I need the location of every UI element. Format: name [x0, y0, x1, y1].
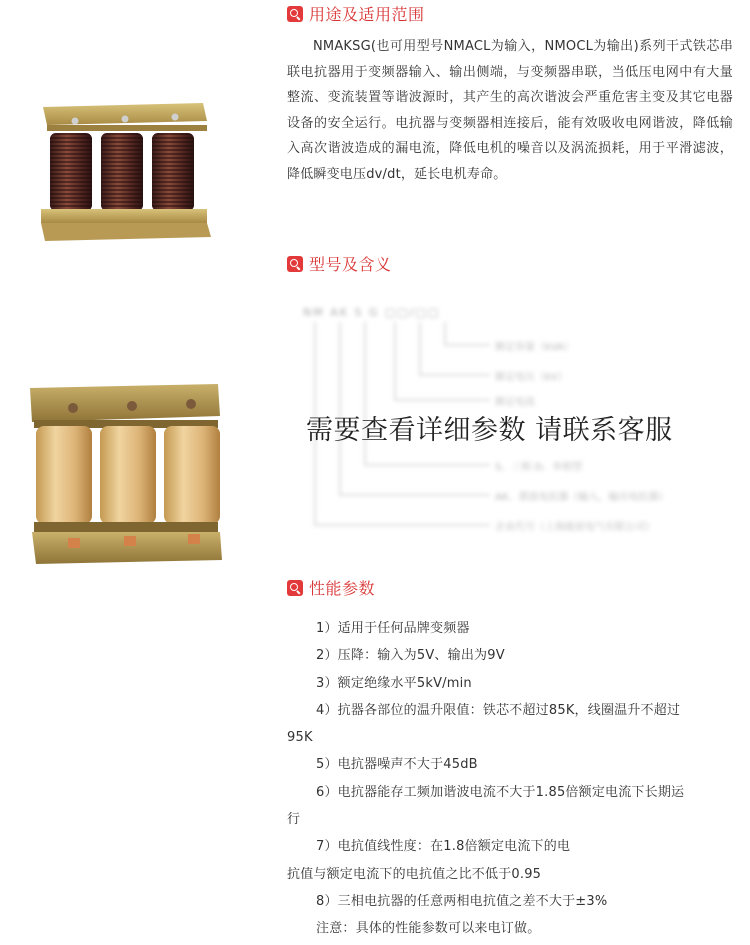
diagram-item: 额定电流: [495, 397, 535, 408]
section-title-model: 型号及含义: [309, 255, 392, 274]
performance-item: 2）压降：输入为5V、输出为9V: [316, 648, 505, 664]
diagram-item: 企业代号（上海能原电气有限公司）: [495, 522, 655, 533]
section-heading-usage: [287, 2, 425, 25]
performance-item-continuation: 95K: [287, 730, 313, 746]
section-heading-performance: [287, 576, 375, 599]
search-icon: [287, 6, 303, 22]
performance-item-continuation: 行: [287, 812, 301, 828]
performance-item: 6）电抗器能存工频加谐波电流不大于1.85倍额定电流下长期运: [316, 784, 685, 800]
search-icon: [287, 256, 303, 272]
contact-notice: 需要查看详细参数 请联系客服: [306, 415, 673, 446]
performance-item: 4）抗器各部位的温升限值：铁芯不超过85K，线圈温升不超过: [316, 702, 681, 718]
section-heading-model: [287, 252, 392, 275]
performance-note: 注意：具体的性能参数可以来电订做。: [316, 921, 541, 937]
diagram-item: AK、谐波电抗器（输入，输出电抗器）: [495, 492, 669, 503]
diagram-item: S、三相 D、单相型: [495, 462, 583, 473]
performance-item: 3）额定绝缘水平5kV/min: [316, 675, 472, 691]
search-icon: [287, 580, 303, 596]
performance-item: 1）适用于任何品牌变频器: [316, 621, 470, 636]
diagram-model-code: NM AK S G □□/□□: [303, 306, 441, 319]
performance-item: 8）三相电抗器的任意两相电抗值之差不大于±3%: [316, 893, 608, 909]
reactor-image-tan-coils: [28, 382, 228, 567]
reactor-image-dark-coils: [35, 95, 215, 245]
usage-description: NMAKSG(也可用型号NMACL为输入，NMOCL为输出)系列干式铁芯串联电抗器用于变频器输入、输出侧端，与变频器串联，当低压电网中有大量整流、变流装置等谐波源时，其产生的高次谐波会严重危害主变及其它电器设备的安全运行。电抗器与变频器相连接后，能有效吸收电网谐波，降低输入高次谐波造成的漏电流，降低电机的噪音以及涡流损耗，用于平滑滤波，降低瞬变电压dv/dt，延长电机寿命。: [287, 39, 733, 182]
section-title-performance: 性能参数: [309, 579, 376, 598]
diagram-item: 额定电压（kV）: [495, 372, 568, 383]
performance-list: [287, 615, 747, 943]
performance-item: 7）电抗值线性度：在1.8倍额定电流下的电: [316, 839, 571, 855]
performance-item: 5）电抗器噪声不大于45dB: [316, 757, 478, 773]
section-title-usage: 用途及适用范围: [309, 5, 425, 24]
diagram-item: 额定容量（kVA）: [495, 342, 574, 353]
performance-item-continuation: 抗值与额定电流下的电抗值之比不低于0.95: [287, 866, 542, 882]
